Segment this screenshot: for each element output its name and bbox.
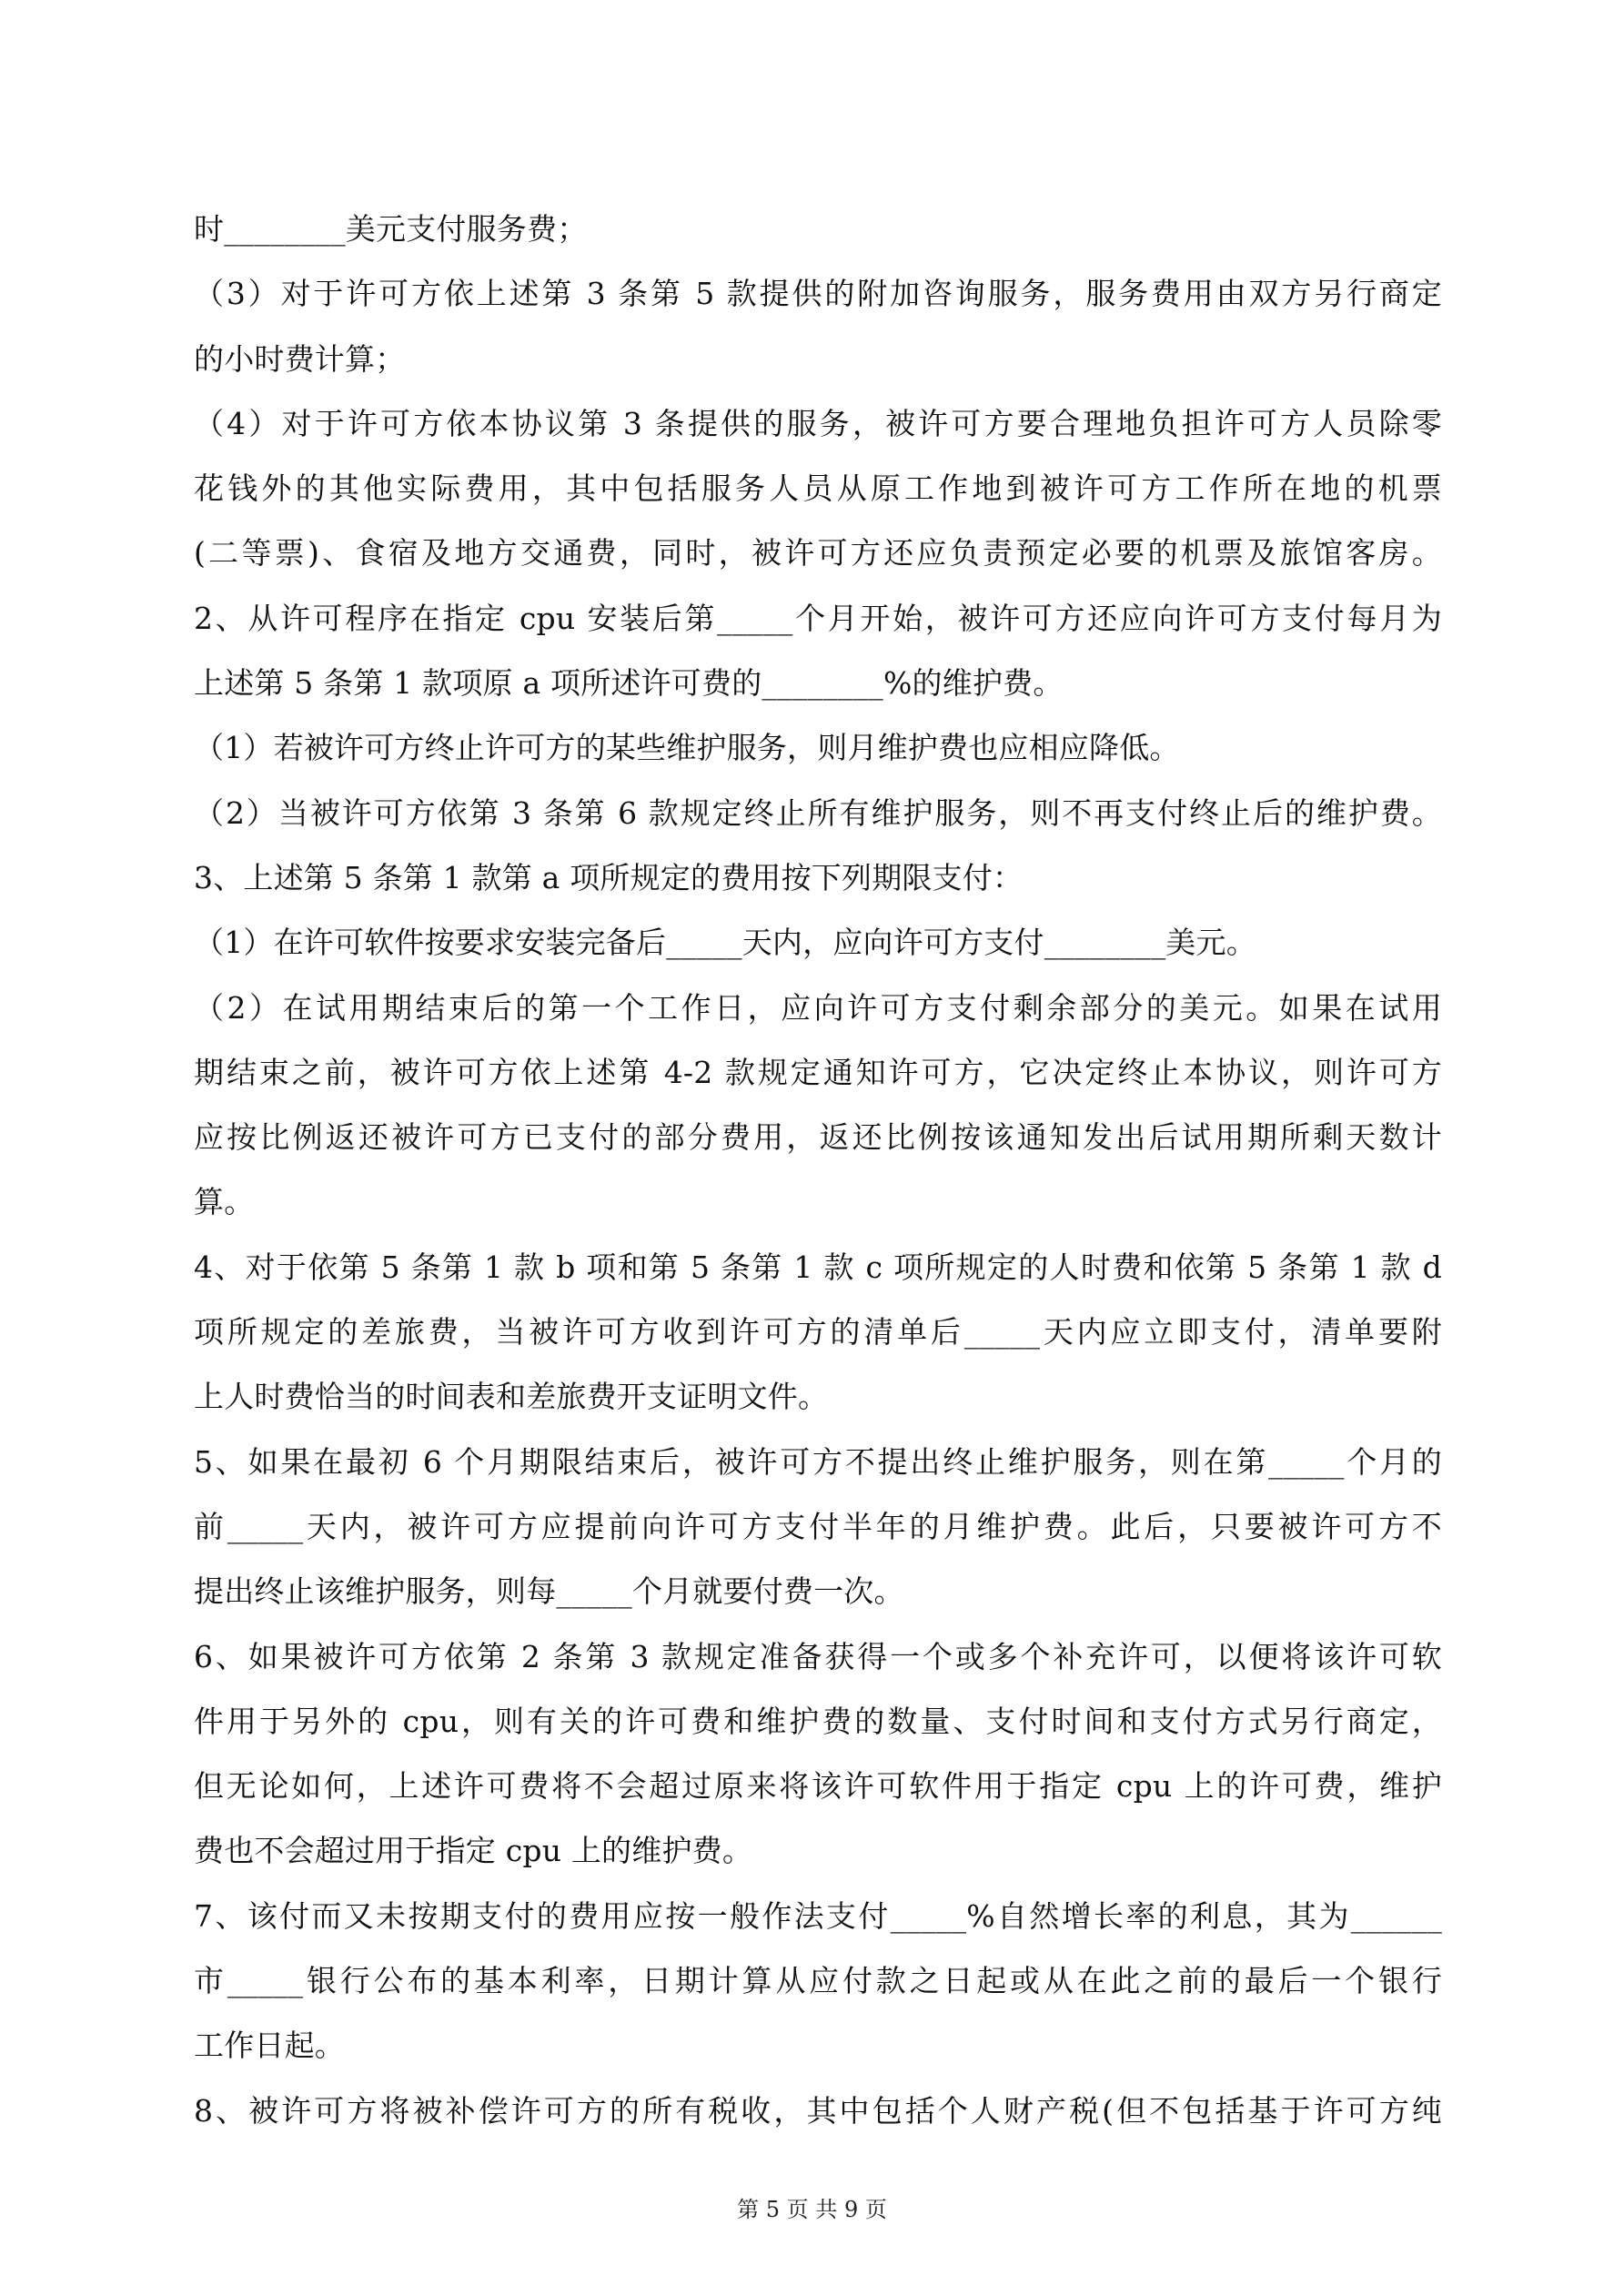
text-line: 4、对于依第 5 条第 1 款 b 项和第 5 条第 1 款 c 项所规定的人时费和依第 5 条第 1 款 d xyxy=(194,1249,1442,1285)
text-line: 期结束之前，被许可方依上述第 4-2 款规定通知许可方，它决定终止本协议，则许可方 xyxy=(194,1054,1442,1090)
text-line: 件用于另外的 cpu，则有关的许可费和维护费的数量、支付时间和支付方式另行商定， xyxy=(194,1703,1442,1739)
text-line: 提出终止该维护服务，则每_____个月就要付费一次。 xyxy=(194,1573,904,1610)
text-line: (二等票)、食宿及地方交通费，同时，被许可方还应负责预定必要的机票及旅馆客房。 xyxy=(194,535,1442,571)
text-line: 6、如果被许可方依第 2 条第 3 款规定准备获得一个或多个补充许可，以便将该许可软 xyxy=(194,1638,1442,1674)
text-line: 2、从许可程序在指定 cpu 安装后第_____个月开始，被许可方还应向许可方支付每月为 xyxy=(194,600,1442,636)
text-line: 花钱外的其他实际费用，其中包括服务人员从原工作地到被许可方工作所在地的机票 xyxy=(194,470,1442,507)
text-line: 7、该付而又未按期支付的费用应按一般作法支付_____%自然增长率的利息，其为______ xyxy=(194,1897,1442,1934)
page-footer: 第 5 页 共 9 页 xyxy=(737,2197,887,2222)
text-line: 上述第 5 条第 1 款项原 a 项所述许可费的________%的维护费。 xyxy=(194,665,1064,702)
text-line: （4）对于许可方依本协议第 3 条提供的服务，被许可方要合理地负担许可方人员除零 xyxy=(194,405,1442,441)
text-line: （2）当被许可方依第 3 条第 6 款规定终止所有维护服务，则不再支付终止后的维护费。 xyxy=(194,794,1442,831)
text-line: 应按比例返还被许可方已支付的部分费用，返还比例按该通知发出后试用期所剩天数计 xyxy=(194,1119,1442,1156)
text-line: （1）在许可软件按要求安装完备后_____天内，应向许可方支付________美元。 xyxy=(194,925,1256,961)
text-line: （2）在试用期结束后的第一个工作日，应向许可方支付剩余部分的美元。如果在试用 xyxy=(194,989,1442,1026)
text-line: 8、被许可方将被补偿许可方的所有税收，其中包括个人财产税(但不包括基于许可方纯 xyxy=(194,2092,1442,2129)
text-line: 但无论如何，上述许可费将不会超过原来将该许可软件用于指定 cpu 上的许可费，维护 xyxy=(194,1768,1442,1805)
text-line: （3）对于许可方依上述第 3 条第 5 款提供的附加咨询服务，服务费用由双方另行商定 xyxy=(194,276,1442,312)
text-line: 的小时费计算； xyxy=(194,340,406,377)
text-line: 5、如果在最初 6 个月期限结束后，被许可方不提出终止维护服务，则在第_____个月的 xyxy=(194,1443,1442,1480)
text-line: 费也不会超过用于指定 cpu 上的维护费。 xyxy=(194,1833,753,1869)
text-line: 算。 xyxy=(194,1184,255,1220)
text-line: （1）若被许可方终止许可方的某些维护服务，则月维护费也应相应降低。 xyxy=(194,730,1180,766)
text-line: 时________美元支付服务费； xyxy=(194,211,588,247)
text-line: 3、上述第 5 条第 1 款第 a 项所规定的费用按下列期限支付： xyxy=(194,859,1024,895)
text-line: 前_____天内，被许可方应提前向许可方支付半年的月维护费。此后，只要被许可方不 xyxy=(194,1508,1442,1544)
body-text xyxy=(194,197,1442,2143)
text-line: 上人时费恰当的时间表和差旅费开支证明文件。 xyxy=(194,1379,829,1415)
text-line: 项所规定的差旅费，当被许可方收到许可方的清单后_____天内应立即支付，清单要附 xyxy=(194,1314,1442,1350)
text-line: 工作日起。 xyxy=(194,2028,345,2064)
text-line: 市_____银行公布的基本利率，日期计算从应付款之日起或从在此之前的最后一个银行 xyxy=(194,1963,1442,1999)
